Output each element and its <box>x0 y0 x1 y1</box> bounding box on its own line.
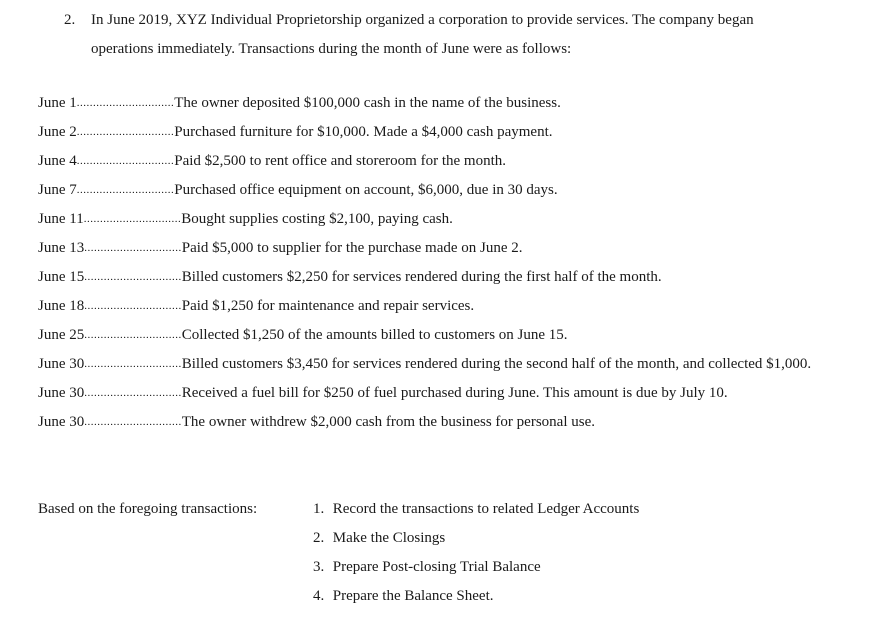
transaction-description: Purchased office equipment on account, $6,000, due in 30 days. <box>174 182 558 198</box>
transaction-row <box>38 292 840 321</box>
instructions-label: Based on the foregoing transactions: <box>38 501 258 517</box>
leader-dots: .............................. <box>84 416 182 428</box>
transaction-date: June 30 <box>38 414 85 430</box>
leader-dots: .............................. <box>84 242 182 254</box>
transaction-row <box>38 321 840 350</box>
leader-dots: .............................. <box>83 213 182 225</box>
transaction-date: June 18 <box>38 298 85 314</box>
leader-dots: .............................. <box>76 97 175 109</box>
problem-intro <box>64 6 854 64</box>
leader-dots: .............................. <box>84 271 182 283</box>
transaction-description: Paid $2,500 to rent office and storeroom for the month. <box>174 153 506 169</box>
transaction-row <box>38 118 840 147</box>
task-number: 4. <box>313 588 325 604</box>
leader-dots: .............................. <box>84 300 182 312</box>
transaction-date: June 11 <box>38 211 84 227</box>
task-item <box>313 524 639 553</box>
task-item <box>313 495 639 524</box>
task-list <box>313 495 639 611</box>
task-text: Prepare the Balance Sheet. <box>332 588 494 604</box>
transaction-description: Received a fuel bill for $250 of fuel purchased during June. This amount is due by July 10. <box>181 385 728 401</box>
transaction-row <box>38 379 840 408</box>
transaction-row <box>38 263 840 292</box>
leader-dots: .............................. <box>84 387 182 399</box>
transaction-description: Billed customers $2,250 for services rendered during the first half of the month. <box>181 269 662 285</box>
transaction-description: Paid $1,250 for maintenance and repair services. <box>181 298 475 314</box>
transaction-description: Paid $5,000 to supplier for the purchase made on June 2. <box>181 240 523 256</box>
transaction-row <box>38 176 840 205</box>
transaction-date: June 15 <box>38 269 85 285</box>
transaction-description: The owner withdrew $2,000 cash from the business for personal use. <box>181 414 595 430</box>
leader-dots: .............................. <box>84 358 182 370</box>
leader-dots: .............................. <box>84 329 182 341</box>
leader-dots: .............................. <box>76 184 175 196</box>
transaction-date: June 1 <box>38 95 77 111</box>
transaction-date: June 30 <box>38 385 85 401</box>
transaction-date: June 30 <box>38 356 85 372</box>
transaction-date: June 4 <box>38 153 77 169</box>
transaction-date: June 13 <box>38 240 85 256</box>
task-number: 1. <box>313 501 325 517</box>
intro-line-2: operations immediately. Transactions during the month of June were as follows: <box>91 41 572 57</box>
transaction-row <box>38 234 840 263</box>
transaction-description: Billed customers $3,450 for services rendered during the second half of the month, and collected $1,000. <box>181 356 812 372</box>
transaction-description: Bought supplies costing $2,100, paying cash. <box>181 211 453 227</box>
task-item <box>313 553 639 582</box>
transaction-description: Collected $1,250 of the amounts billed to customers on June 15. <box>181 327 568 343</box>
transaction-description: Purchased furniture for $10,000. Made a $4,000 cash payment. <box>174 124 553 140</box>
task-item <box>313 582 639 611</box>
instructions <box>38 495 838 611</box>
transaction-row <box>38 205 840 234</box>
transaction-row <box>38 147 840 176</box>
task-text: Make the Closings <box>332 530 446 546</box>
intro-text-1: In June 2019, XYZ Individual Proprietorship organized a corporation to provide services. The company began <box>91 12 754 28</box>
transaction-date: June 2 <box>38 124 77 140</box>
problem-number: 2. <box>64 12 76 28</box>
task-number: 2. <box>313 530 325 546</box>
transaction-date: June 7 <box>38 182 77 198</box>
transaction-row <box>38 408 840 437</box>
transaction-list <box>38 89 840 437</box>
task-number: 3. <box>313 559 325 575</box>
transaction-row <box>38 350 840 379</box>
task-text: Prepare Post-closing Trial Balance <box>332 559 541 575</box>
intro-line-1 <box>64 6 854 35</box>
transaction-description: The owner deposited $100,000 cash in the name of the business. <box>174 95 561 111</box>
transaction-row <box>38 89 840 118</box>
leader-dots: .............................. <box>76 155 175 167</box>
transaction-date: June 25 <box>38 327 85 343</box>
task-text: Record the transactions to related Ledger Accounts <box>332 501 640 517</box>
leader-dots: .............................. <box>76 126 175 138</box>
